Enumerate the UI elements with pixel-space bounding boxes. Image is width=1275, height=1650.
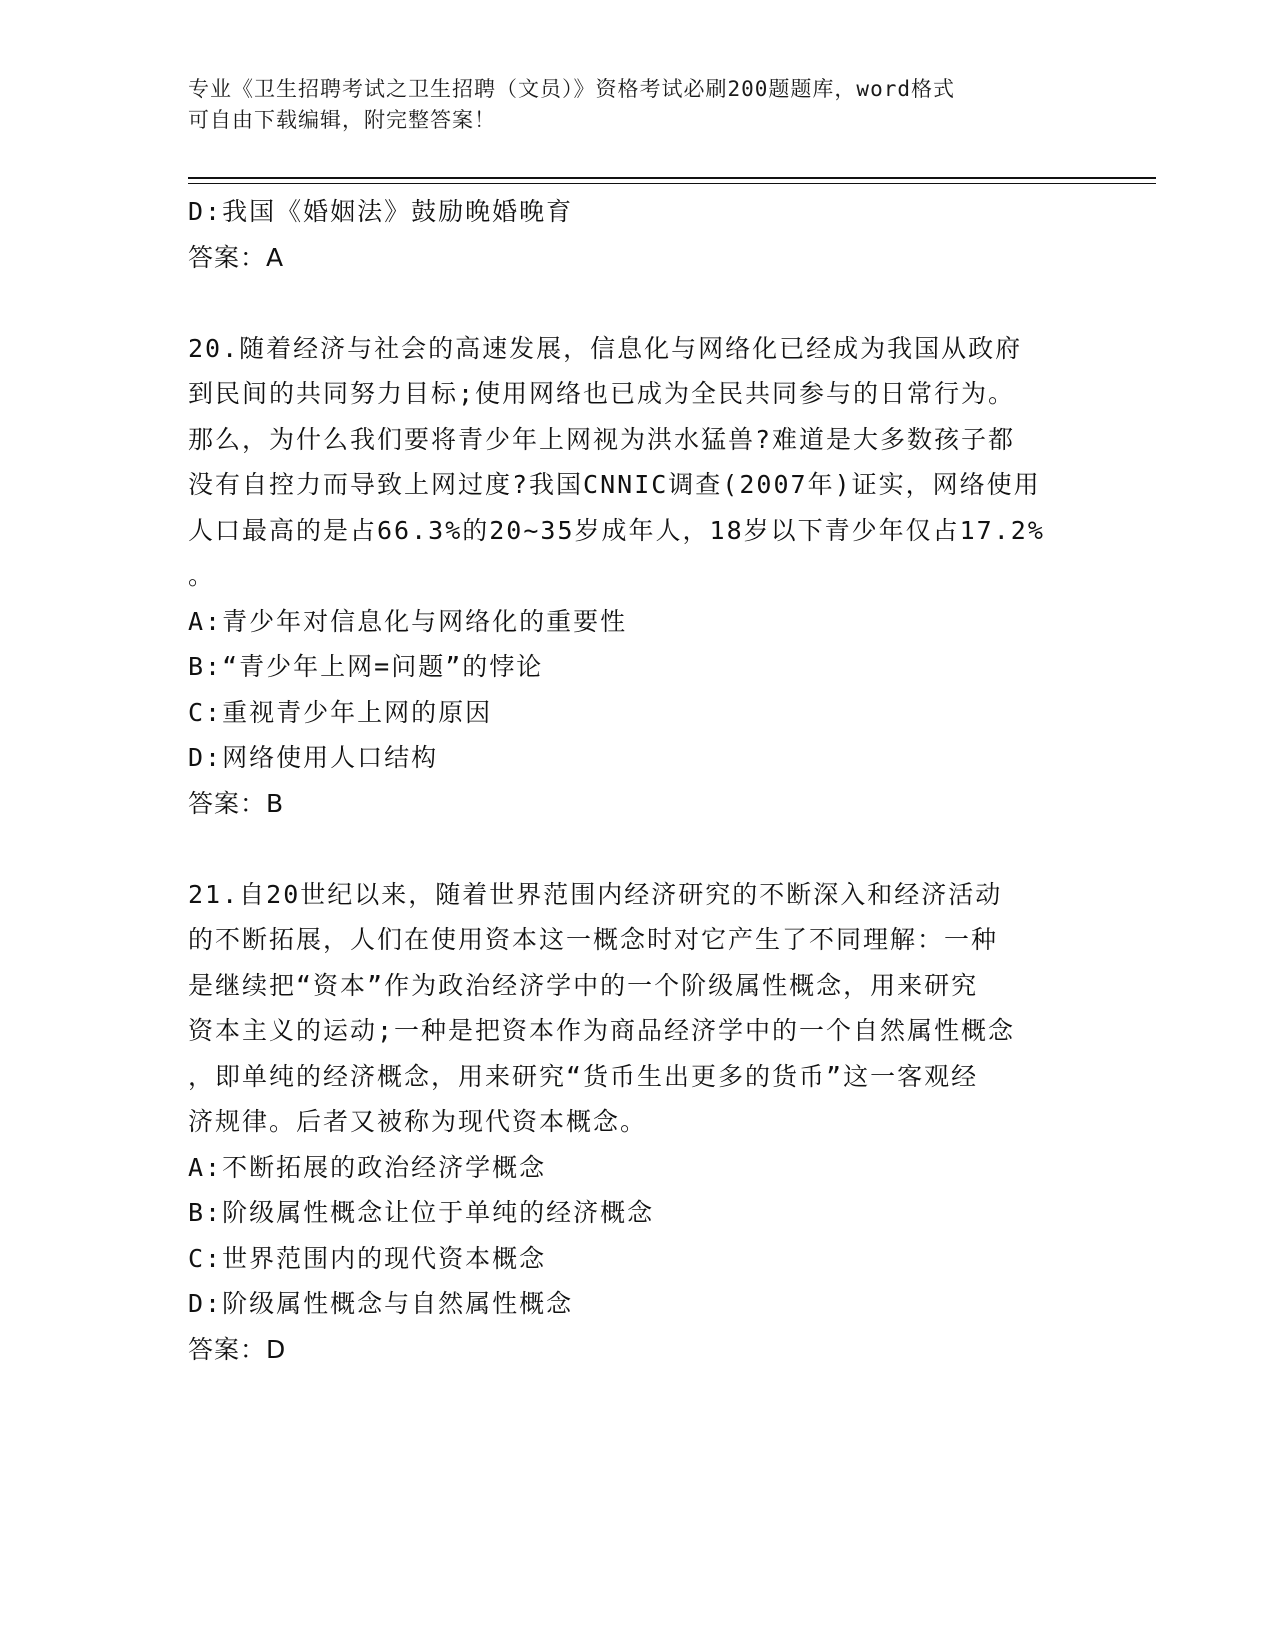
option-a: A:不断拓展的政治经济学概念 <box>188 1152 547 1182</box>
question-text-line: 21.自20世纪以来，随着世界范围内经济研究的不断深入和经济活动 <box>188 879 1003 909</box>
option-c: C:重视青少年上网的原因 <box>188 697 493 727</box>
question-text-line: ，即单纯的经济概念，用来研究“货币生出更多的货币”这一客观经 <box>188 1061 979 1091</box>
question-text-line: 。 <box>188 561 216 590</box>
document-body <box>188 189 1088 1372</box>
question-text-line: 那么，为什么我们要将青少年上网视为洪水猛兽?难道是大多数孩子都 <box>188 424 1016 454</box>
prev-option-d: D:我国《婚姻法》鼓励晚婚晚育 <box>188 197 574 226</box>
answer: 答案：D <box>188 1334 287 1364</box>
header-divider-thin <box>188 183 1156 184</box>
question-text-line: 20.随着经济与社会的高速发展，信息化与网络化已经成为我国从政府 <box>188 333 1023 363</box>
header-divider-thick <box>188 177 1156 179</box>
question-text-line: 是继续把“资本”作为政治经济学中的一个阶级属性概念，用来研究 <box>188 970 979 1000</box>
option-b: B:阶级属性概念让位于单纯的经济概念 <box>188 1198 655 1227</box>
spacer <box>188 826 1088 872</box>
header-line-1: 专业《卫生招聘考试之卫生招聘（文员）》资格考试必刷200题题库，word格式 <box>188 77 955 101</box>
question-text-line: 人口最高的是占66.3%的20~35岁成年人，18岁以下青少年仅占17.2% <box>188 515 1045 545</box>
question-text-line: 没有自控力而导致上网过度?我国CNNIC调查(2007年)证实，网络使用 <box>188 470 1041 499</box>
question-text-line: 资本主义的运动;一种是把资本作为商品经济学中的一个自然属性概念 <box>188 1016 1016 1045</box>
question-21 <box>188 872 1088 1373</box>
option-c: C:世界范围内的现代资本概念 <box>188 1243 547 1273</box>
option-d: D:阶级属性概念与自然属性概念 <box>188 1289 574 1318</box>
question-text-line: 到民间的共同努力目标;使用网络也已成为全民共同参与的日常行为。 <box>188 379 1016 408</box>
question-text-line: 的不断拓展，人们在使用资本这一概念时对它产生了不同理解：一种 <box>188 925 999 954</box>
option-d: D:网络使用人口结构 <box>188 743 439 772</box>
prev-answer: 答案：A <box>188 242 285 272</box>
answer: 答案：B <box>188 788 285 818</box>
question-20 <box>188 326 1088 827</box>
header-line-2: 可自由下载编辑，附完整答案！ <box>188 108 496 132</box>
document-header <box>188 74 1088 136</box>
option-a: A:青少年对信息化与网络化的重要性 <box>188 606 628 636</box>
question-text-line: 济规律。后者又被称为现代资本概念。 <box>188 1107 648 1136</box>
spacer <box>188 280 1088 326</box>
option-b: B:“青少年上网=问题”的悖论 <box>188 652 544 681</box>
